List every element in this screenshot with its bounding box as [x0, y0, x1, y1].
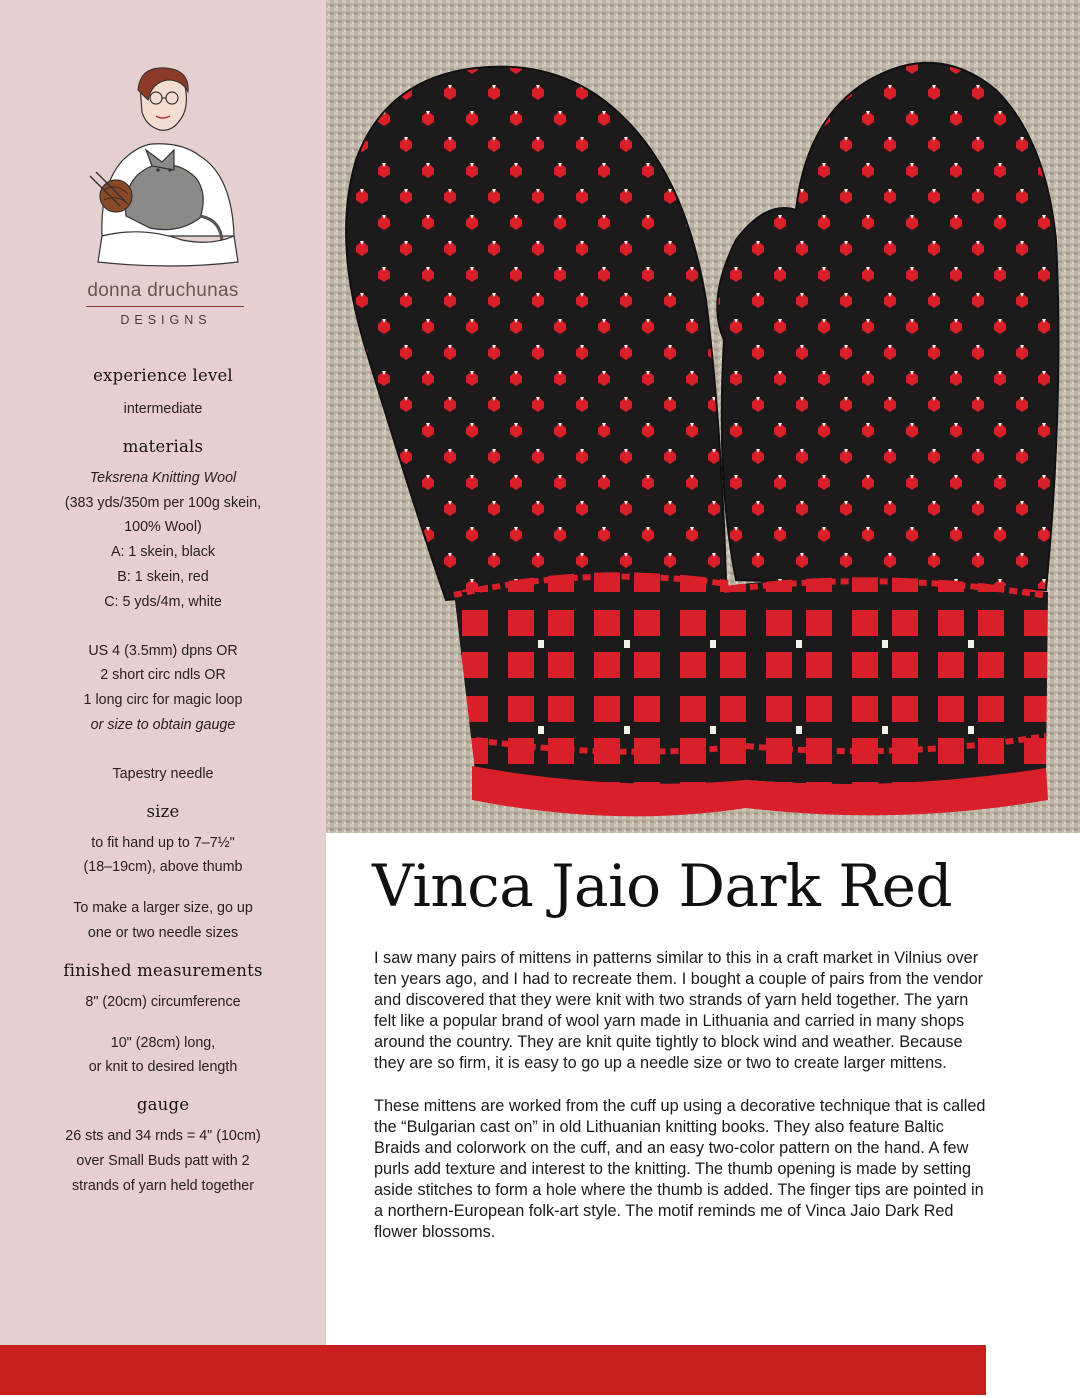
yarn-detail: (383 yds/350m per 100g skein,	[64, 494, 262, 511]
description-paragraph: I saw many pairs of mittens in patterns similar to this in a craft market in Vilnius over ten years ago, and I had to recreate them. I bought a couple of pairs from the vendor and discovered that they were knit with two strands of yarn held together. The yarn felt like a popular brand of wool yarn made in Lithuania and carried in many shops around the country. They are knit quite tightly to block wind and weather. Because they are so firm, it is easy to go up a needle size or two to create larger mittens.	[374, 949, 984, 1073]
needles-line: 2 short circ ndls OR	[100, 667, 226, 684]
size-larger-note: To make a larger size, go up	[73, 900, 253, 917]
needles-gauge-note: or size to obtain gauge	[90, 716, 236, 733]
finished-length: 10" (28cm) long,	[110, 1034, 216, 1051]
notion: Tapestry needle	[112, 765, 214, 782]
gauge-line: 26 sts and 34 rnds = 4" (10cm)	[65, 1128, 261, 1145]
materials-heading: materials	[122, 436, 204, 456]
needles-line: US 4 (3.5mm) dpns OR	[88, 642, 238, 659]
footer-accent-bar	[0, 1345, 986, 1395]
description-paragraph: These mittens are worked from the cuff up using a decorative technique that is called the “Bulgarian cast on” in old Lithuanian knitting books. They also feature Baltic Braids and colorwork on the cuff, and an easy two-color pattern on the hand. A few purls add texture and interest to the knitting. The thumb opening is made by setting aside stitches to form a hole where the thumb is added. The finger tips are pointed in a northern-European folk-art style. The motif reminds me of Vinca Jaio Dark Red flower blossoms.	[374, 1096, 986, 1242]
brand-name: donna druchunas	[87, 280, 239, 301]
pattern-details	[0, 366, 326, 1199]
needles-line: 1 long circ for magic loop	[83, 692, 243, 709]
size-fit: to fit hand up to 7–7½"	[91, 834, 235, 851]
yarn-color-a: A: 1 skein, black	[110, 544, 216, 561]
designer-illustration	[82, 66, 252, 276]
yarn-color-c: C: 5 yds/4m, white	[104, 593, 222, 610]
experience-heading: experience level	[93, 366, 233, 385]
brand-divider	[86, 306, 244, 307]
mittens-photo	[326, 0, 1080, 833]
yarn-name: Teksrena Knitting Wool	[89, 469, 237, 486]
yarn-detail: 100% Wool)	[124, 519, 202, 536]
experience-value: intermediate	[123, 401, 203, 417]
size-heading: size	[146, 801, 180, 821]
finished-length: or knit to desired length	[88, 1059, 238, 1076]
gauge-line: strands of yarn held together	[72, 1177, 254, 1194]
yarn-color-b: B: 1 skein, red	[117, 568, 209, 585]
size-fit: (18–19cm), above thumb	[83, 859, 243, 876]
finished-circumference: 8" (20cm) circumference	[85, 993, 241, 1010]
pattern-title: Vinca Jaio Dark Red	[372, 852, 953, 920]
gauge-heading: gauge	[136, 1095, 190, 1115]
sidebar	[0, 0, 326, 1345]
gauge-line: over Small Buds patt with 2	[76, 1152, 250, 1169]
brand-subtitle: DESIGNS	[120, 313, 212, 327]
finished-heading: finished measurements	[63, 960, 263, 980]
pattern-description	[374, 948, 986, 1243]
size-larger-note: one or two needle sizes	[87, 924, 239, 941]
